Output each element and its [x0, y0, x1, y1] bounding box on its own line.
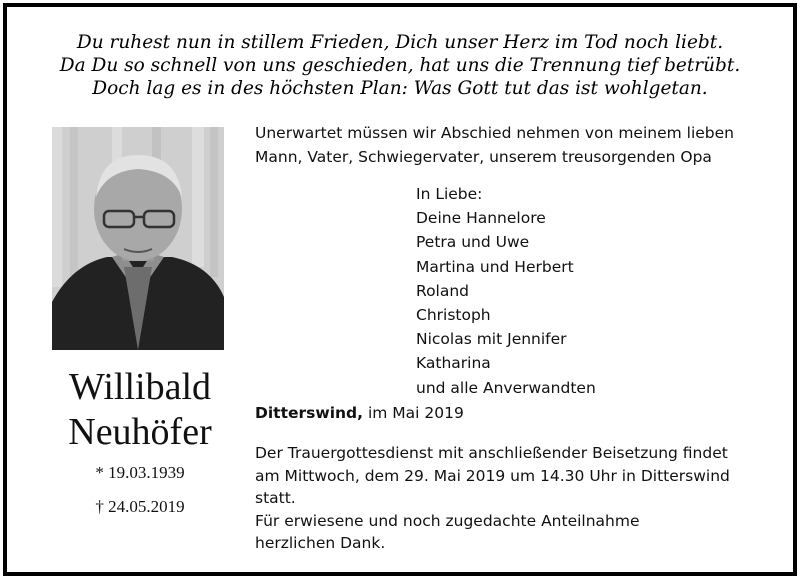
- place-date: [255, 404, 464, 422]
- intro-line: Unerwartet müssen wir Abschied nehmen von meinem lieben: [255, 124, 735, 142]
- poem-line: Doch lag es in des höchsten Plan: Was Gott tut das ist wohlgetan.: [92, 78, 708, 99]
- place-month: im Mai 2019: [363, 404, 464, 422]
- family-line: In Liebe:: [416, 185, 483, 203]
- family-line: und alle Anverwandten: [416, 378, 596, 397]
- death-date: † 24.05.2019: [95, 497, 185, 516]
- poem-line: Da Du so schnell von uns geschieden, hat uns die Trennung tief betrübt.: [59, 55, 741, 76]
- birth-date: * 19.03.1939: [95, 463, 185, 482]
- service-line: Der Trauergottesdienst mit anschließender Beisetzung findet: [255, 444, 728, 462]
- service-line: statt.: [255, 489, 296, 507]
- service-line: Für erwiesene und noch zugedachte Anteilnahme: [255, 511, 640, 530]
- poem: [0, 31, 800, 100]
- service-line: am Mittwoch, dem 29. Mai 2019 um 14.30 Uhr in Ditterswind: [255, 466, 730, 485]
- deceased-first-name: Willibald: [69, 366, 211, 408]
- intro-line: Mann, Vater, Schwiegervater, unserem treusorgenden Opa: [255, 147, 712, 166]
- family-line: Roland: [416, 281, 470, 300]
- deceased-last-name: Neuhöfer: [68, 411, 212, 453]
- family-line: Deine Hannelore: [416, 209, 546, 228]
- family-line: Petra und Uwe: [416, 233, 530, 252]
- family-list: [416, 182, 596, 400]
- service-info: [255, 442, 730, 555]
- family-line: Martina und Herbert: [416, 257, 574, 276]
- family-line: Christoph: [416, 306, 491, 325]
- portrait-photo: [52, 127, 224, 350]
- intro-text: [255, 122, 734, 169]
- poem-line: Du ruhest nun in stillem Frieden, Dich unser Herz im Tod noch liebt.: [76, 32, 724, 53]
- family-line: Nicolas mit Jennifer: [416, 330, 567, 349]
- family-line: Katharina: [416, 354, 491, 373]
- place-town: Ditterswind,: [255, 404, 364, 422]
- service-line: herzlichen Dank.: [255, 534, 386, 552]
